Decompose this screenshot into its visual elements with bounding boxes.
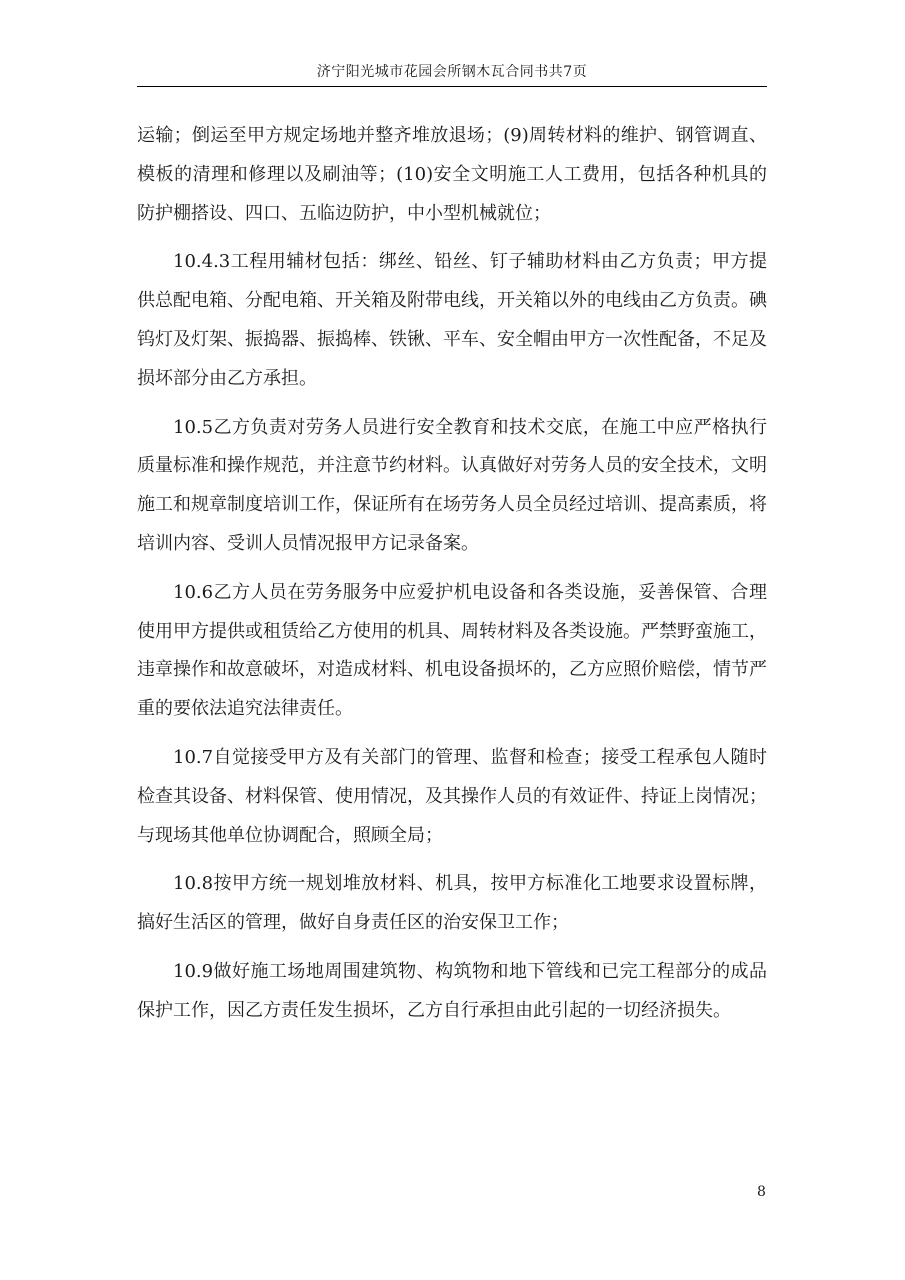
page-header: 济宁阳光城市花园会所钢木瓦合同书共7页 (316, 64, 588, 80)
paragraph-continuation: 运输；倒运至甲方规定场地并整齐堆放退场；(9)周转材料的维护、钢管调直、模板的清理和修理以及刷油等；(10)安全文明施工人工费用，包括各种机具的防护棚搭设、四口、五临边防护，中小型机械就位； (137, 125, 767, 224)
header-divider (137, 86, 767, 87)
paragraph-10-8: 10.8按甲方统一规划堆放材料、机具，按甲方标准化工地要求设置标牌，搞好生活区的管理，做好自身责任区的治安保卫工作； (137, 873, 767, 934)
paragraph-10-6: 10.6乙方人员在劳务服务中应爱护机电设备和各类设施，妥善保管、合理使用甲方提供或租赁给乙方使用的机具、周转材料及各类设施。严禁野蛮施工，违章操作和故意破坏，对造成材料、机电设备损坏的，乙方应照价赔偿，情节严重的要依法追究法律责任。 (137, 581, 767, 720)
paragraph-10-4-3: 10.4.3工程用辅材包括：绑丝、铅丝、钉子辅助材料由乙方负责；甲方提供总配电箱、分配电箱、开关箱及附带电线，开关箱以外的电线由乙方负责。碘钨灯及灯架、振捣器、振捣棒、铁锹、平车、安全帽由甲方一次性配备，不足及损坏部分由乙方承担。 (137, 251, 767, 389)
paragraph-10-5: 10.5乙方负责对劳务人员进行安全教育和技术交底，在施工中应严格执行质量标准和操作规范，并注意节约材料。认真做好对劳务人员的安全技术，文明施工和规章制度培训工作，保证所有在场劳务人员全员经过培训、提高素质，将培训内容、受训人员情况报甲方记录备案。 (137, 416, 767, 554)
document-body (137, 117, 767, 1031)
page-number: 8 (757, 1184, 766, 1200)
paragraph-10-9: 10.9做好施工场地周围建筑物、构筑物和地下管线和已完工程部分的成品保护工作，因乙方责任发生损坏，乙方自行承担由此引起的一切经济损失。 (137, 960, 767, 1021)
paragraph-10-7: 10.7自觉接受甲方及有关部门的管理、监督和检查；接受工程承包人随时检查其设备、材料保管、使用情况，及其操作人员的有效证件、持证上岗情况；与现场其他单位协调配合，照顾全局； (137, 746, 767, 846)
